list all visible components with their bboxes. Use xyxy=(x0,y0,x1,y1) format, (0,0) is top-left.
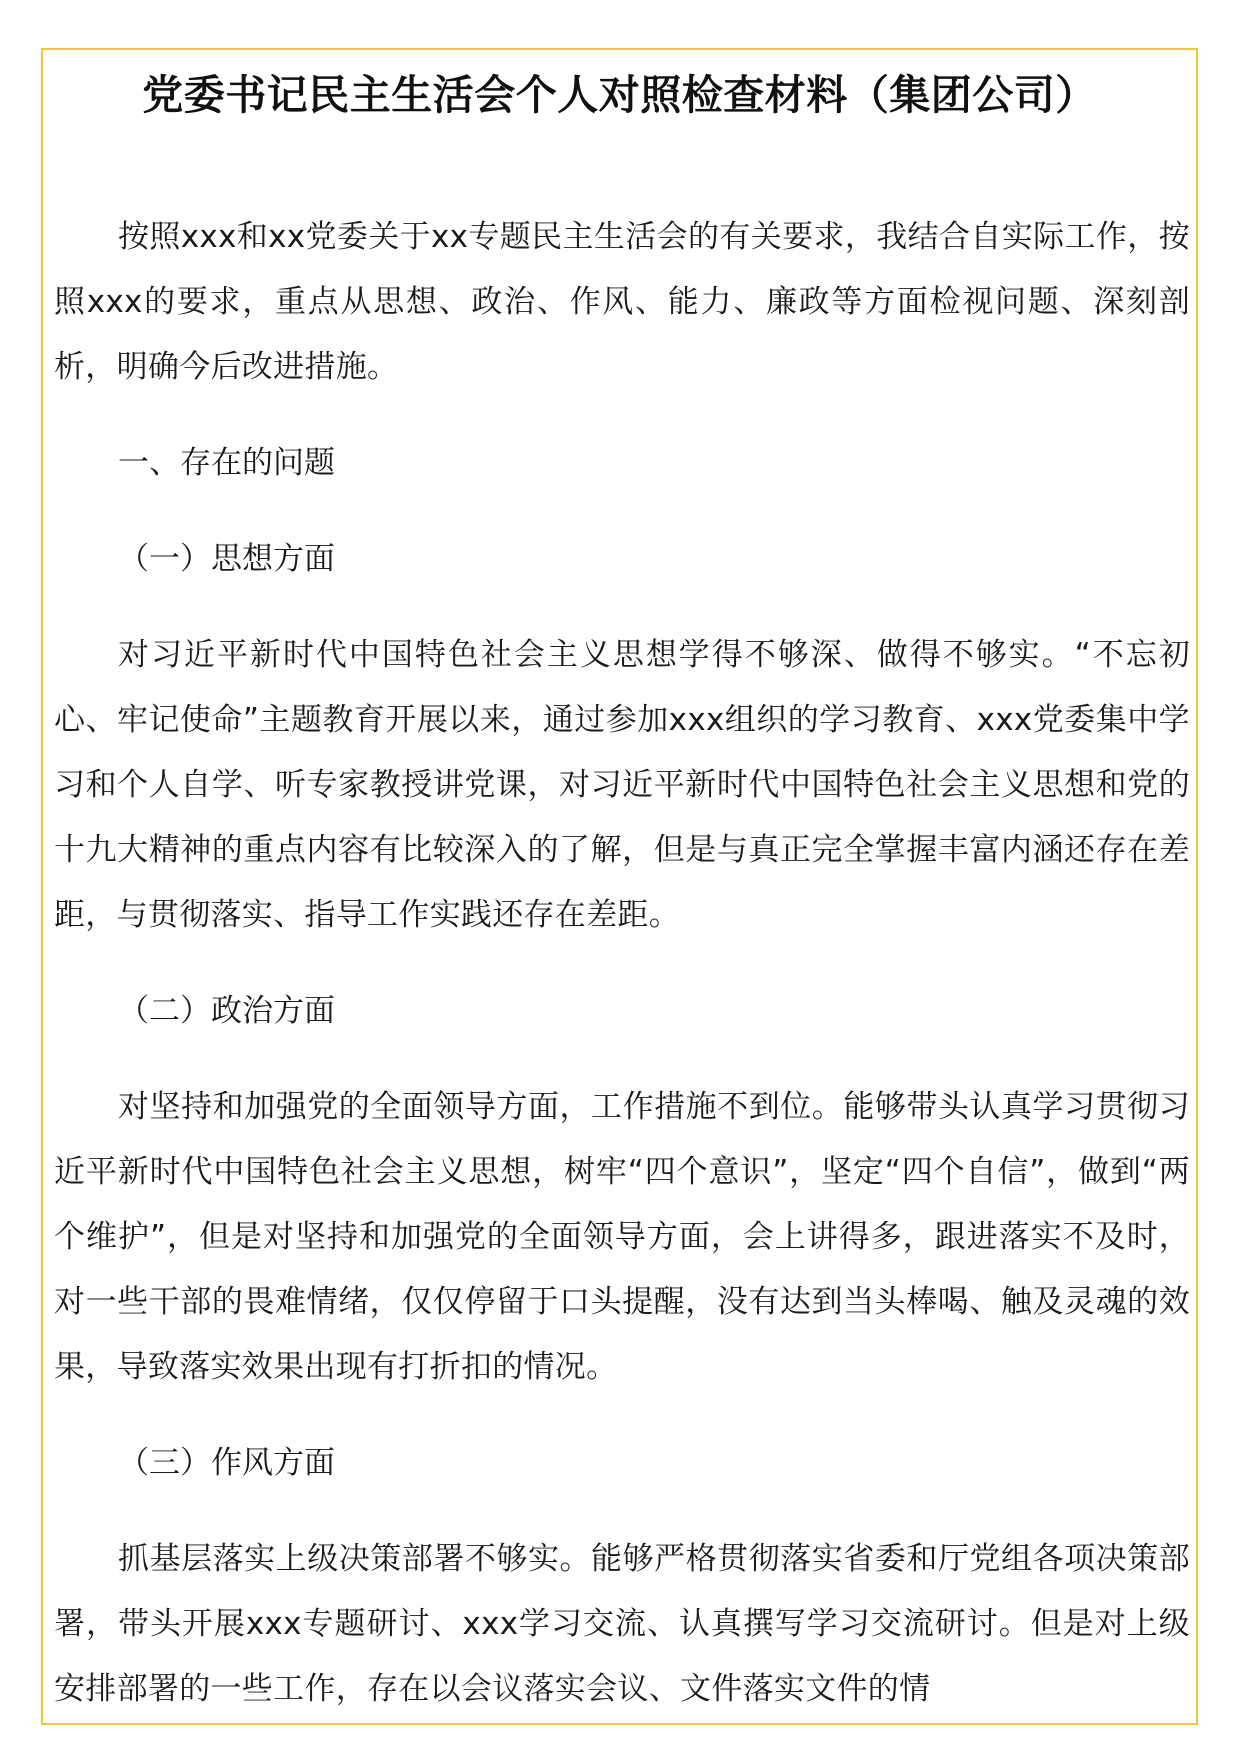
subsection-heading-style: （三）作风方面 xyxy=(118,1445,335,1481)
subsection-text-politics: 对坚持和加强党的全面领导方面，工作措施不到位。能够带头认真学习贯彻习近平新时代中国特色社会主义思想，树牢“四个意识”，坚定“四个自信”，做到“两个维护”，但是对坚持和加强党的全面领导方面，会上讲得多，跟进落实不及时，对一些干部的畏难情绪，仅仅停留于口头提醒，没有达到当头棒喝、触及灵魂的效果，导致落实效果出现有打折扣的情况。 xyxy=(54,1089,1190,1385)
document-title: 党委书记民主生活会个人对照检查材料（集团公司） xyxy=(142,71,1097,119)
document-body xyxy=(54,205,1190,1722)
document-page xyxy=(41,48,1198,1725)
section-heading-problems: 一、存在的问题 xyxy=(118,445,335,481)
subsection-text-style: 抓基层落实上级决策部署不够实。能够严格贯彻落实省委和厅党组各项决策部署，带头开展xxx专题研讨、xxx学习交流、认真撰写学习交流研讨。但是对上级安排部署的一些工作，存在以会议落实会议、文件落实文件的情 xyxy=(54,1541,1190,1707)
intro-paragraph: 按照xxx和xx党委关于xx专题民主生活会的有关要求，我结合自实际工作，按照xxx的要求，重点从思想、政治、作风、能力、廉政等方面检视问题、深刻剖析，明确今后改进措施。 xyxy=(54,219,1190,385)
subsection-text-thought: 对习近平新时代中国特色社会主义思想学得不够深、做得不够实。“不忘初心、牢记使命”主题教育开展以来，通过参加xxx组织的学习教育、xxx党委集中学习和个人自学、听专家教授讲党课，对习近平新时代中国特色社会主义思想和党的十九大精神的重点内容有比较深入的了解，但是与真正完全掌握丰富内涵还存在差距，与贯彻落实、指导工作实践还存在差距。 xyxy=(54,637,1190,933)
subsection-heading-politics: （二）政治方面 xyxy=(118,993,335,1029)
subsection-heading-thought: （一）思想方面 xyxy=(118,541,335,577)
